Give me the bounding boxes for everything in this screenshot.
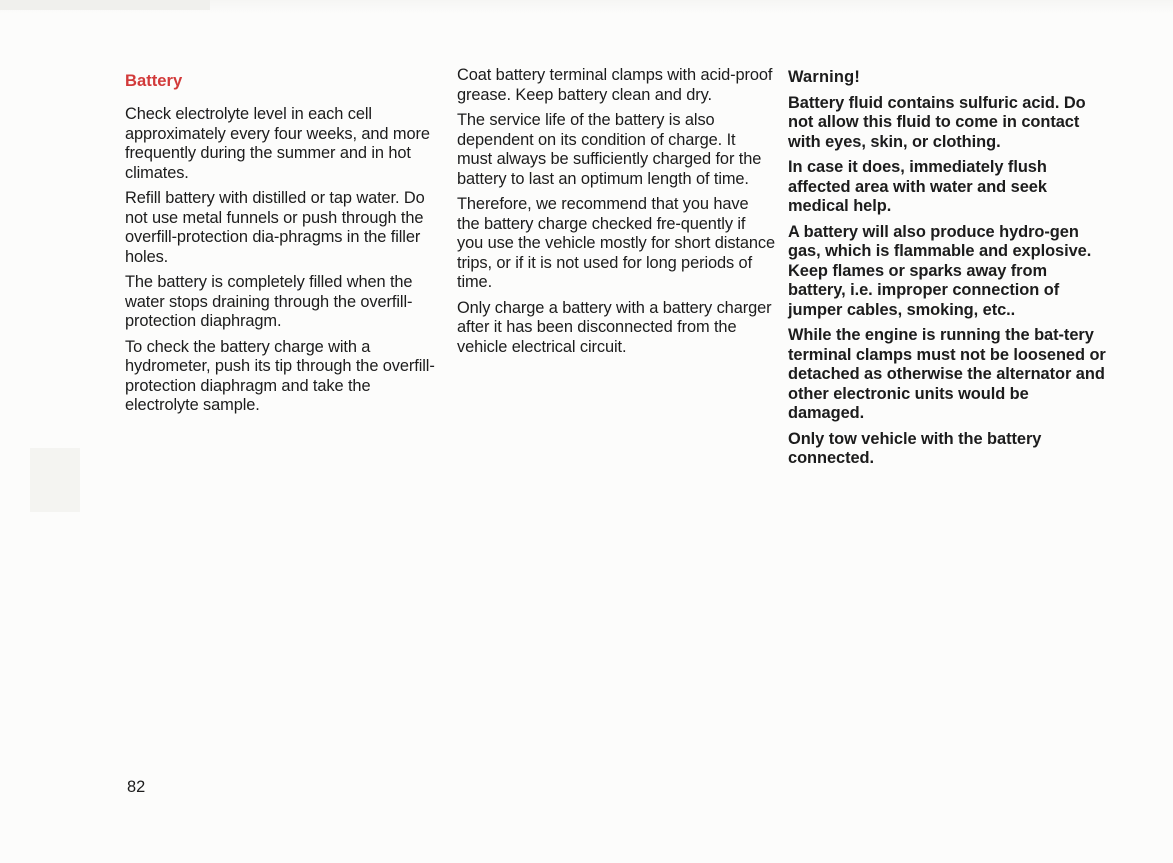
page-number: 82 <box>127 778 146 796</box>
warning-engine-running: While the engine is running the bat-tery terminal clamps must not be loosened or detached as otherwise the alternator and other electronic units would be damaged. <box>788 326 1106 422</box>
paragraph-charging: Only charge a battery with a battery charger after it has been disconnected from the vehicle electrical circuit. <box>457 298 772 356</box>
top-edge-shade <box>0 0 210 10</box>
section-heading-battery: Battery <box>125 71 183 90</box>
paragraph-recommendation: Therefore, we recommend that you have the battery charge checked fre-quently if you use the vehicle mostly for short distance trips, or if it is not used for long periods of time. <box>457 195 776 291</box>
left-column <box>125 66 443 422</box>
paragraph-service-life: The service life of the battery is also dependent on its condition of charge. It must always be sufficiently charged for the battery to last an optimum length of time. <box>457 111 762 188</box>
paragraph-hydrometer: To check the battery charge with a hydrometer, push its tip through the overfill-protection diaphragm and take the electrolyte sample. <box>125 337 435 414</box>
paragraph-filled: The battery is completely filled when the water stops draining through the overfill-protection diaphragm. <box>125 273 413 330</box>
warning-heading: Warning! <box>788 68 861 86</box>
middle-column <box>457 66 775 363</box>
paragraph-terminal-clamps: Coat battery terminal clamps with acid-proof grease. Keep battery clean and dry. <box>457 66 773 104</box>
paragraph-refill: Refill battery with distilled or tap water. Do not use metal funnels or push through the overfill-protection dia-phragms in the filler holes. <box>125 189 425 266</box>
warning-tow: Only tow vehicle with the battery connected. <box>788 429 1042 467</box>
warning-sulfuric-acid: Battery fluid contains sulfuric acid. Do not allow this fluid to come in contact with eyes, skin, or clothing. <box>788 93 1086 151</box>
warning-column <box>788 66 1106 475</box>
warning-flush: In case it does, immediately flush affected area with water and seek medical help. <box>788 158 1047 215</box>
warning-hydrogen-gas: A battery will also produce hydro-gen gas, which is flammable and explosive. Keep flames or sparks away from battery, i.e. improper connection of jumper cables, smoking, etc.. <box>788 222 1092 319</box>
paragraph-electrolyte-check: Check electrolyte level in each cell approximately every four weeks, and more frequently during the summer and in hot climates. <box>125 105 430 182</box>
side-thumb-tab <box>30 448 80 512</box>
